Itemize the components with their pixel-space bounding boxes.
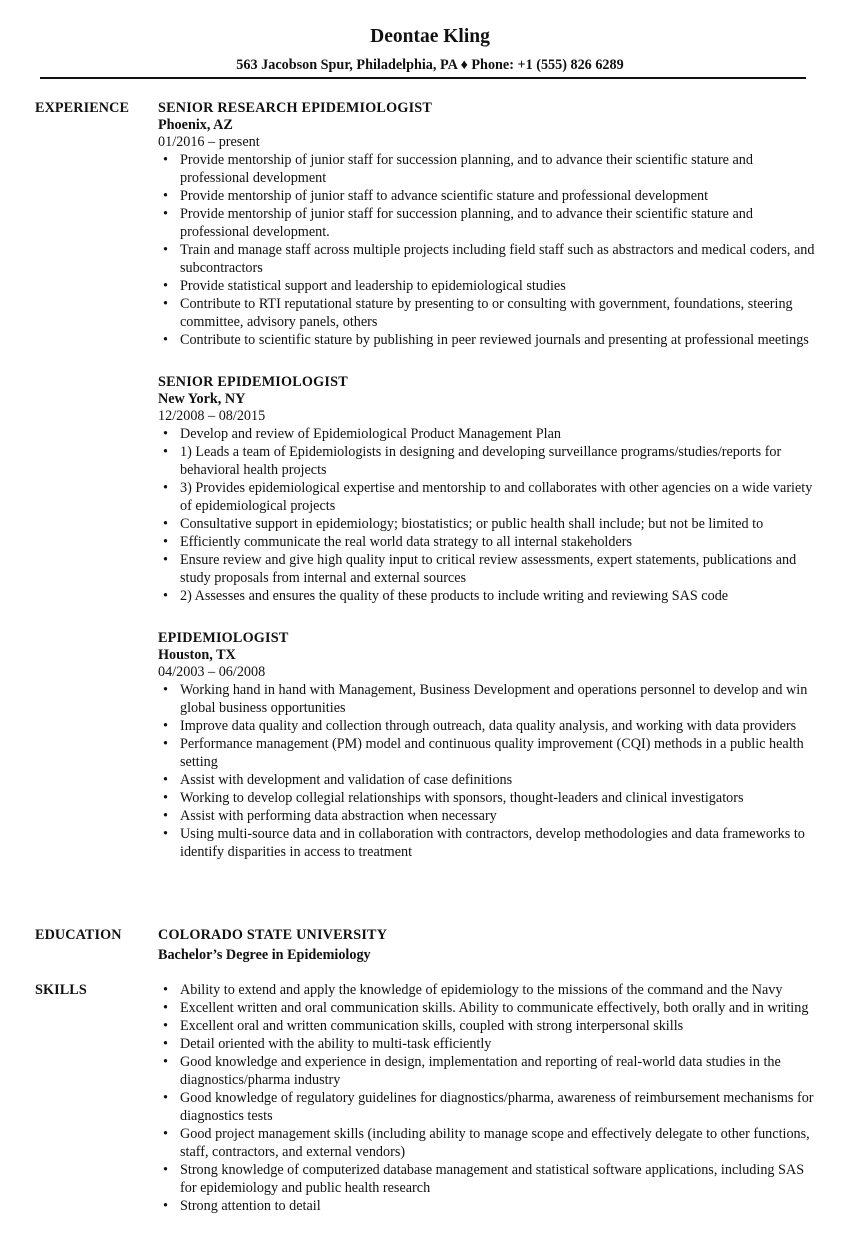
job-location: Phoenix, AZ	[158, 117, 233, 133]
bullet-item: • Performance management (PM) model and continuous quality improvement (CQI) methods in a public health setting	[158, 735, 818, 771]
job-bullets	[158, 681, 818, 861]
section-title-education: EDUCATION	[35, 927, 122, 943]
job-title: EPIDEMIOLOGIST	[158, 630, 289, 646]
skill-item: • Detail oriented with the ability to multi-task efficiently	[158, 1035, 818, 1053]
degree: Bachelor’s Degree in Epidemiology	[158, 947, 371, 963]
skills-list	[158, 981, 818, 1215]
bullet-item: • Assist with development and validation of case definitions	[158, 771, 818, 789]
bullet-item: • Efficiently communicate the real world data strategy to all internal stakeholders	[158, 533, 818, 551]
bullet-item: • Assist with performing data abstraction when necessary	[158, 807, 818, 825]
job-title: SENIOR EPIDEMIOLOGIST	[158, 374, 348, 390]
header-divider	[40, 77, 806, 79]
skill-item: • Good project management skills (including ability to manage scope and effectively delegate to other functions, staff, contractors, and external vendors)	[158, 1125, 818, 1161]
job-bullets	[158, 425, 818, 605]
bullet-item: • Consultative support in epidemiology; biostatistics; or public health shall include; but not be limited to	[158, 515, 818, 533]
bullet-item: • Using multi-source data and in collaboration with contractors, develop methodologies and data frameworks to identify disparities in access to treatment	[158, 825, 818, 861]
bullet-item: • Provide mentorship of junior staff to advance scientific stature and professional development	[158, 187, 818, 205]
job-bullets	[158, 151, 818, 349]
job-location: New York, NY	[158, 391, 246, 407]
bullet-item: • 1) Leads a team of Epidemiologists in designing and developing surveillance programs/studies/reports for behavioral health projects	[158, 443, 818, 479]
skill-item: • Excellent written and oral communication skills. Ability to communicate effectively, both orally and in writing	[158, 999, 818, 1017]
bullet-item: • Train and manage staff across multiple projects including field staff such as abstractors and medical coders, and subcontractors	[158, 241, 818, 277]
bullet-item: • 3) Provides epidemiological expertise and mentorship to and collaborates with other agencies on a wide variety of epidemiological projects	[158, 479, 818, 515]
skill-item: • Strong knowledge of computerized database management and statistical software applications, including SAS for epidemiology and public health research	[158, 1161, 818, 1197]
job-dates: 01/2016 – present	[158, 134, 260, 150]
resume-header	[0, 24, 860, 74]
job-location: Houston, TX	[158, 647, 236, 663]
skills-body	[158, 981, 818, 1215]
bullet-item: • Improve data quality and collection through outreach, data quality analysis, and working with data providers	[158, 717, 818, 735]
skill-item: • Excellent oral and written communication skills, coupled with strong interpersonal skills	[158, 1017, 818, 1035]
section-title-skills: SKILLS	[35, 982, 87, 998]
job-entry	[158, 373, 818, 605]
bullet-item: • Provide mentorship of junior staff for succession planning, and to advance their scientific stature and professional development.	[158, 205, 818, 241]
bullet-item: • Contribute to RTI reputational stature by presenting to or consulting with government, foundations, steering committee, advisory panels, others	[158, 295, 818, 331]
education-body	[158, 926, 818, 964]
contact-line: 563 Jacobson Spur, Philadelphia, PA ♦ Phone: +1 (555) 826 6289	[236, 57, 624, 73]
skill-item: • Ability to extend and apply the knowledge of epidemiology to the missions of the command and the Navy	[158, 981, 818, 999]
bullet-item: • Working hand in hand with Management, Business Development and operations personnel to develop and win global business opportunities	[158, 681, 818, 717]
bullet-item: • Ensure review and give high quality input to critical review assessments, expert statements, publications and study proposals from internal and external sources	[158, 551, 818, 587]
skill-item: • Strong attention to detail	[158, 1197, 818, 1215]
skill-item: • Good knowledge of regulatory guidelines for diagnostics/pharma, awareness of reimbursement mechanisms for diagnostics tests	[158, 1089, 818, 1125]
job-entry	[158, 629, 818, 861]
candidate-name: Deontae Kling	[370, 26, 490, 47]
bullet-item: • Provide statistical support and leadership to epidemiological studies	[158, 277, 818, 295]
bullet-item: • Develop and review of Epidemiological Product Management Plan	[158, 425, 818, 443]
section-title-experience: EXPERIENCE	[35, 100, 130, 116]
bullet-item: • Contribute to scientific stature by publishing in peer reviewed journals and presenting at professional meetings	[158, 331, 818, 349]
job-dates: 04/2003 – 06/2008	[158, 664, 266, 680]
bullet-item: • Working to develop collegial relationships with sponsors, thought-leaders and clinical investigators	[158, 789, 818, 807]
job-dates: 12/2008 – 08/2015	[158, 408, 266, 424]
skill-item: • Good knowledge and experience in design, implementation and reporting of real-world data studies in the diagnostics/pharma industry	[158, 1053, 818, 1089]
bullet-item: • 2) Assesses and ensures the quality of these products to include writing and reviewing SAS code	[158, 587, 818, 605]
school-name: COLORADO STATE UNIVERSITY	[158, 927, 388, 943]
experience-body	[158, 99, 818, 885]
job-entry	[158, 99, 818, 349]
bullet-item: • Provide mentorship of junior staff for succession planning, and to advance their scientific stature and professional development	[158, 151, 818, 187]
job-title: SENIOR RESEARCH EPIDEMIOLOGIST	[158, 100, 433, 116]
